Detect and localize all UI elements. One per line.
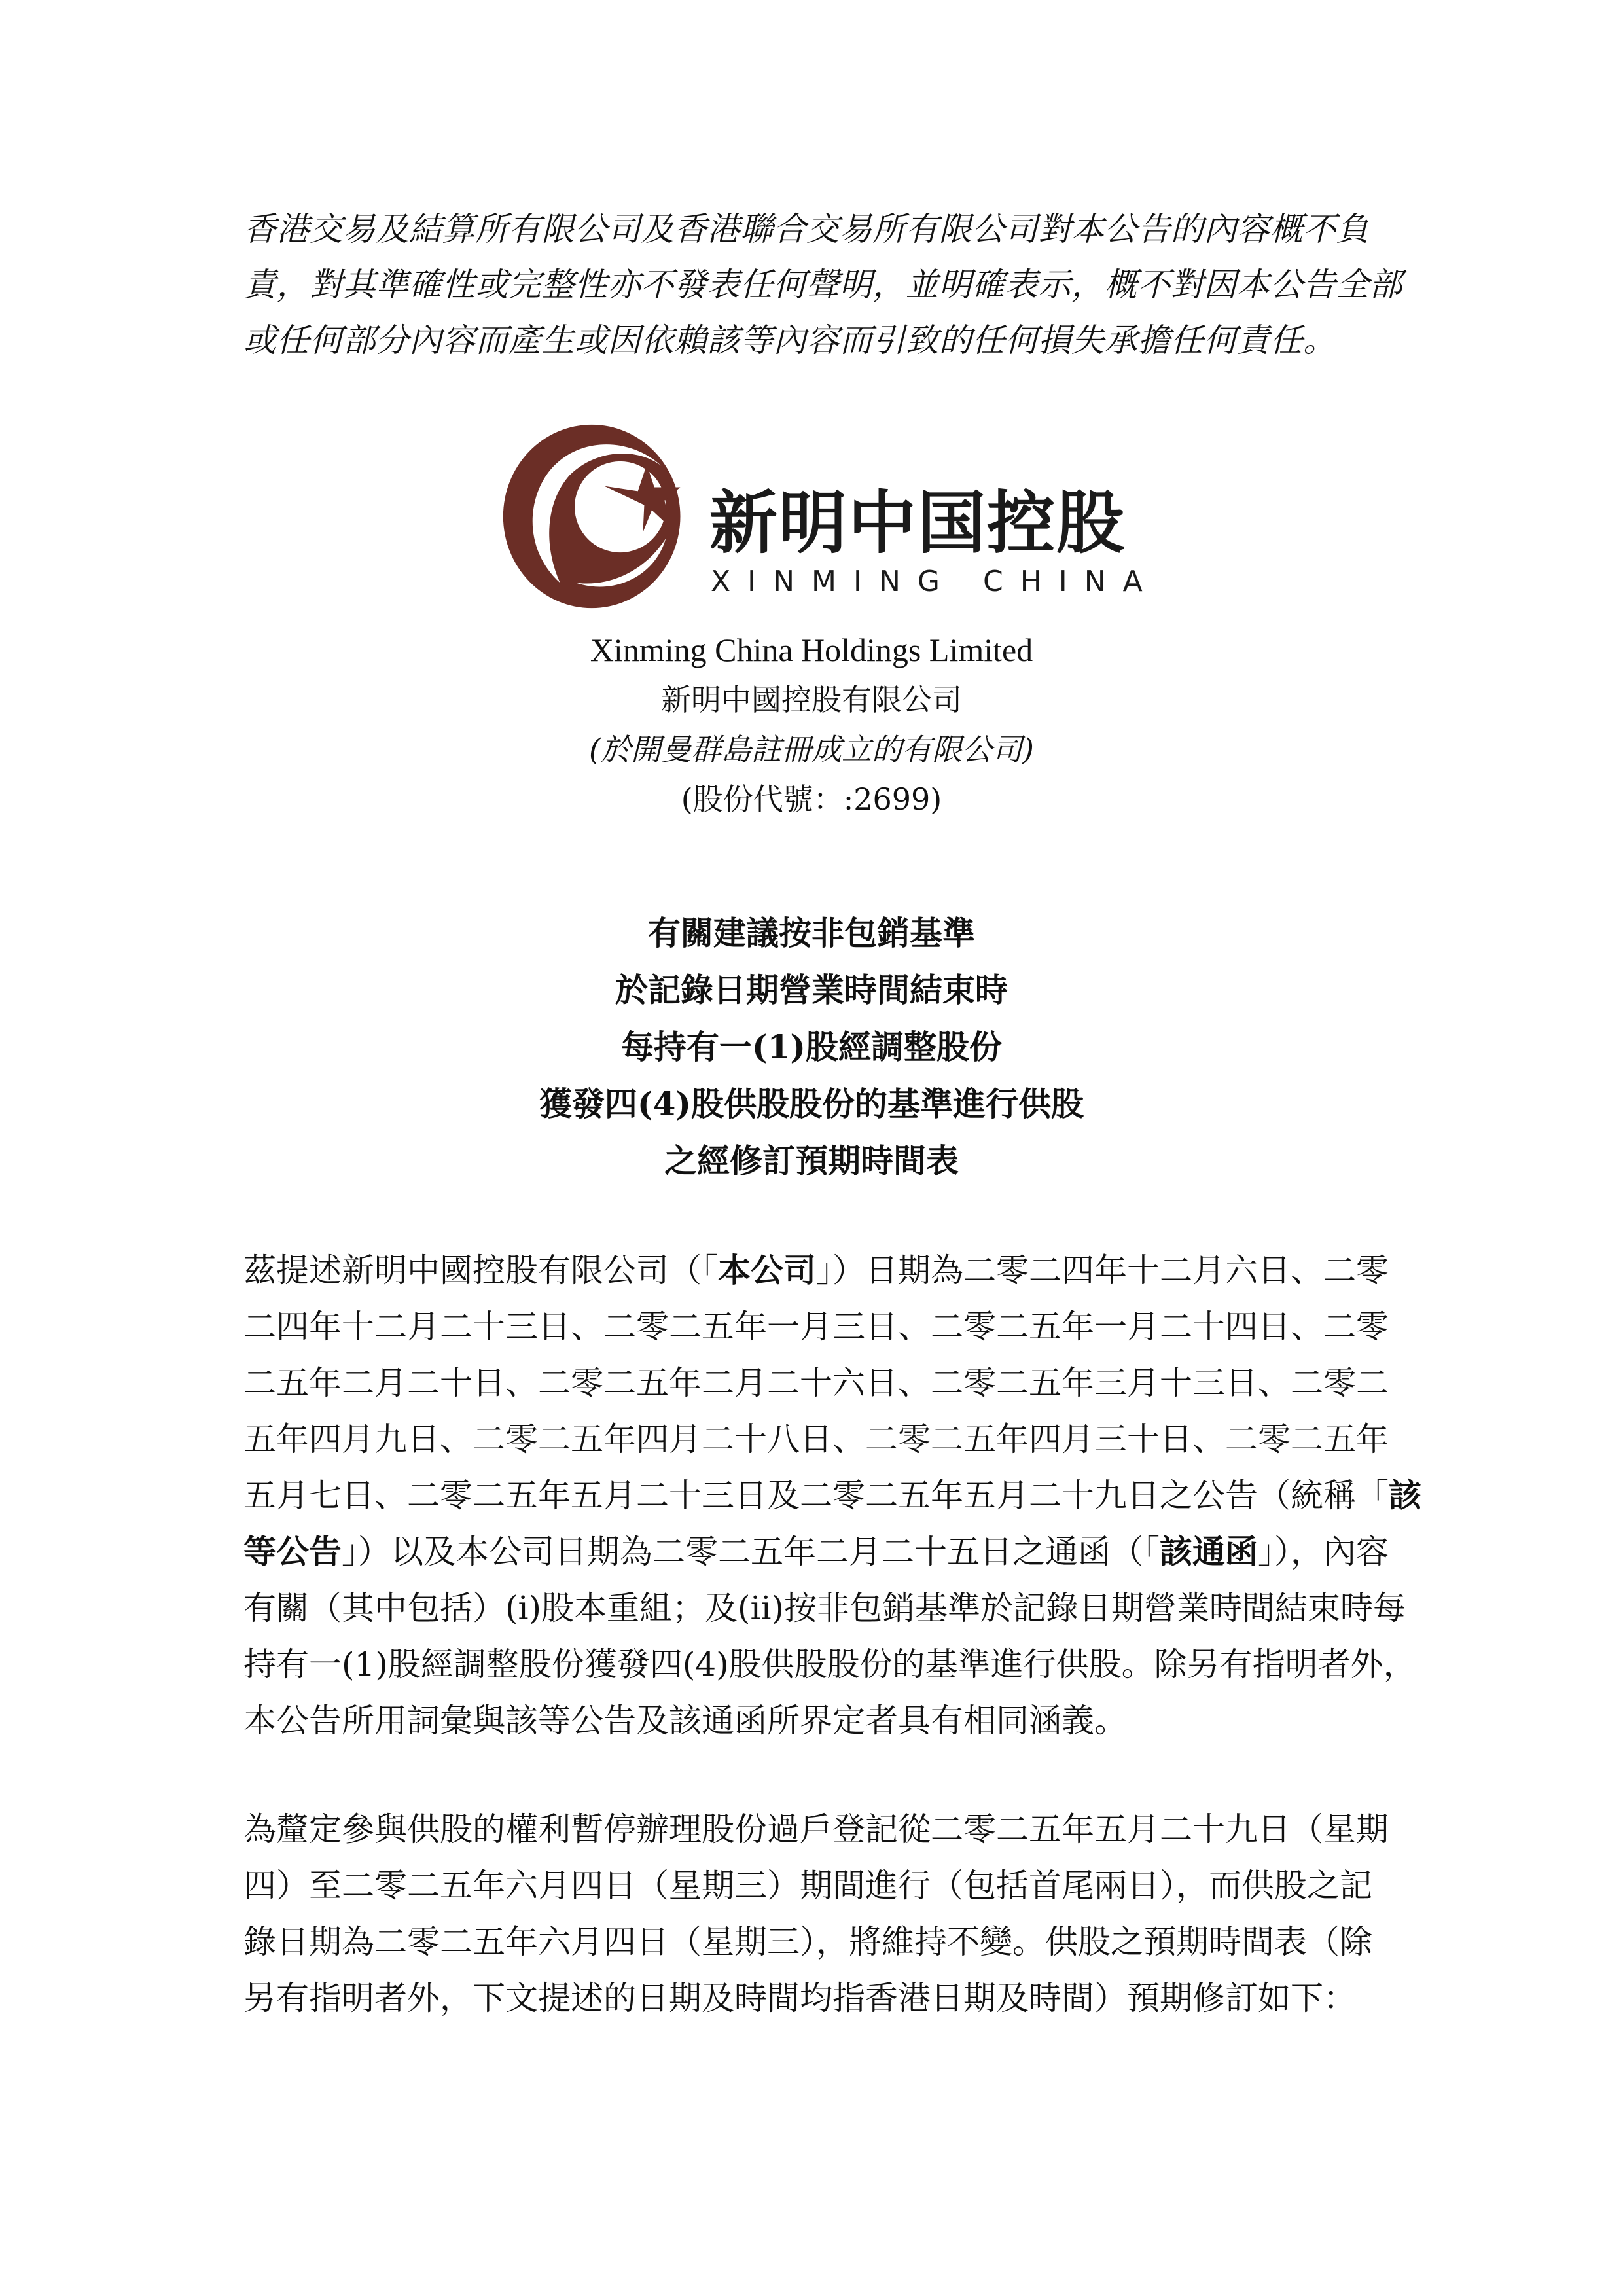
announcement-title	[0, 905, 1623, 1189]
incorporation-note: (於開曼群島註冊成立的有限公司)	[589, 732, 1034, 767]
paragraph-line: 持有一(1)股經調整股份獲發四(4)股供股股份的基準進行供股。除另有指明者外，	[243, 1645, 1416, 1683]
stock-code: (股份代號：:2699)	[681, 781, 942, 817]
paragraph-line: 四）至二零二五年六月四日（星期三）期間進行（包括首尾兩日），而供股之記	[243, 1867, 1372, 1905]
title-line: 有關建議按非包銷基準	[648, 914, 975, 952]
company-logo	[500, 422, 1181, 618]
paragraph-line: 錄日期為二零二五年六月四日（星期三），將維持不變。供股之預期時間表（除	[243, 1923, 1372, 1961]
defined-term-announcements: 該	[1389, 1476, 1421, 1515]
paragraph-line: 二五年二月二十日、二零二五年二月二十六日、二零二五年三月十三日、二零二	[243, 1364, 1389, 1402]
defined-term-announcements: 等公告	[243, 1532, 342, 1571]
title-line: 每持有一(1)股經調整股份	[620, 1028, 1003, 1066]
defined-term-circular: 該通函	[1160, 1532, 1258, 1571]
title-line: 於記錄日期營業時間結束時	[615, 971, 1008, 1009]
text-run: 五月七日、二零二五年五月二十三日及二零二五年五月二十九日之公告（統稱「	[243, 1477, 1389, 1515]
title-line: 獲發四(4)股供股股份的基準進行供股	[539, 1085, 1084, 1123]
logo-english-name: XINMING CHINA	[711, 565, 1160, 598]
paragraph-line: 五年四月九日、二零二五年四月二十八日、二零二五年四月三十日、二零二五年	[243, 1420, 1389, 1458]
disclaimer-line: 或任何部分內容而產生或因依賴該等內容而引致的任何損失承擔任何責任。	[243, 321, 1336, 359]
paragraph-line	[243, 1524, 1389, 1580]
paragraph-line	[243, 1242, 1389, 1299]
paragraph-line: 另有指明者外，下文提述的日期及時間均指香港日期及時間）預期修訂如下：	[243, 1979, 1356, 2017]
defined-term-company: 本公司	[718, 1251, 816, 1289]
crescent-star-logo-icon	[500, 422, 690, 611]
paragraph-line: 為釐定參與供股的權利暫停辦理股份過戶登記從二零二五年五月二十九日（星期	[243, 1810, 1389, 1848]
hkex-disclaimer	[243, 202, 1402, 368]
paragraph-line: 有關（其中包括）(i)股本重組；及(ii)按非包銷基準於記錄日期營業時間結束時每	[243, 1589, 1406, 1627]
logo-chinese-name: 新明中国控股	[709, 483, 1126, 563]
text-run: 茲提述新明中國控股有限公司（「	[243, 1251, 718, 1289]
paragraph-book-closure	[243, 1801, 1389, 2026]
text-run: 」），內容	[1258, 1533, 1389, 1571]
disclaimer-line: 責，對其準確性或完整性亦不發表任何聲明，並明確表示，概不對因本公告全部	[243, 266, 1402, 304]
title-line: 之經修訂預期時間表	[664, 1141, 959, 1180]
company-name-en: Xinming China Holdings Limited	[590, 632, 1033, 668]
paragraph-line: 本公告所用詞彙與該等公告及該通函所界定者具有相同涵義。	[243, 1702, 1127, 1740]
company-header	[0, 625, 1623, 824]
disclaimer-line: 香港交易及結算所有限公司及香港聯合交易所有限公司對本公告的內容概不負	[243, 210, 1370, 248]
paragraph-references	[243, 1242, 1421, 1749]
text-run: 」）日期為二零二四年十二月六日、二零	[816, 1251, 1389, 1289]
company-name-cn: 新明中國控股有限公司	[661, 682, 962, 717]
text-run: 」）以及本公司日期為二零二五年二月二十五日之通函（「	[342, 1533, 1160, 1571]
paragraph-line: 二四年十二月二十三日、二零二五年一月三日、二零二五年一月二十四日、二零	[243, 1308, 1389, 1346]
paragraph-line	[243, 1467, 1421, 1524]
